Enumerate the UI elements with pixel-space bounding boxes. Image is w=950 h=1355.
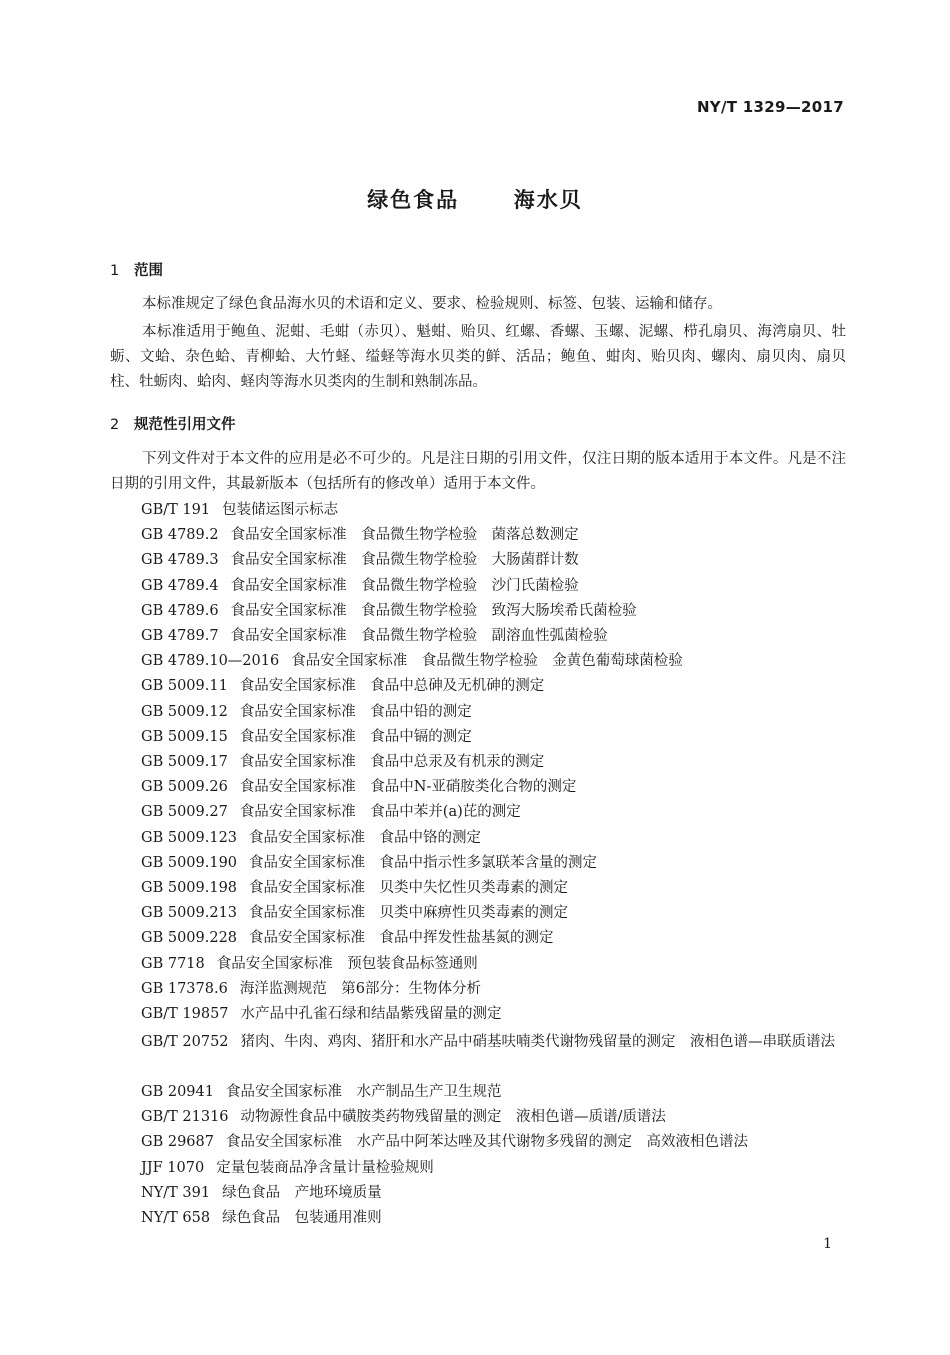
reference-item <box>141 498 846 523</box>
reference-item <box>141 1105 846 1130</box>
reference-code: GB 4789.6 <box>141 602 219 619</box>
reference-title: 食品安全国家标准 食品微生物学检验 菌落总数测定 <box>230 527 579 544</box>
reference-title: 食品安全国家标准 食品中指示性多氯联苯含量的测定 <box>249 854 598 871</box>
reference-item <box>141 1002 846 1027</box>
section-2-paragraph-1: 下列文件对于本文件的应用是必不可少的。凡是注日期的引用文件，仅注日期的版本适用于本文件。凡是不注日期的引用文件，其最新版本（包括所有的修改单）适用于本文件。 <box>110 451 846 492</box>
reference-code: GB 5009.11 <box>141 678 228 695</box>
reference-title: 水产品中孔雀石绿和结晶紫残留量的测定 <box>240 1006 502 1023</box>
section-2-heading <box>110 413 236 434</box>
reference-item <box>141 548 846 573</box>
reference-title: 定量包装商品净含量计量检验规则 <box>216 1159 434 1176</box>
reference-code: GB/T 191 <box>141 502 211 518</box>
reference-code: GB 4789.2 <box>141 527 219 544</box>
reference-title: 绿色食品 包装通用准则 <box>222 1210 382 1227</box>
reference-code: GB 5009.213 <box>141 905 238 922</box>
page-number: 1 <box>823 1236 832 1252</box>
reference-item <box>141 926 846 951</box>
section-1-heading <box>110 259 163 280</box>
reference-title: 食品安全国家标准 水产制品生产卫生规范 <box>225 1084 502 1100</box>
reference-list <box>141 498 846 1027</box>
reference-code: GB 7718 <box>141 955 205 972</box>
reference-code: GB 5009.12 <box>141 703 228 720</box>
reference-item <box>141 1206 846 1231</box>
reference-code: GB 4789.7 <box>141 628 219 645</box>
section-1-paragraph-2: 本标准适用于鲍鱼、泥蚶、毛蚶（赤贝）、魁蚶、贻贝、红螺、香螺、玉螺、泥螺、栉孔扇贝、海湾扇贝、牡蛎、文蛤、杂色蛤、青柳蛤、大竹蛏、缢蛏等海水贝类的鲜、活品；鲍鱼、蚶肉、贻贝肉、螺肉、扇贝肉、扇贝柱、牡蛎肉、蛤肉、蛏肉等海水贝类肉的生制和熟制冻品。 <box>110 324 846 390</box>
reference-code: GB 4789.4 <box>141 577 219 594</box>
reference-item <box>141 1156 846 1181</box>
reference-code: GB 5009.15 <box>141 728 228 745</box>
reference-item <box>141 1130 846 1155</box>
reference-code: GB 5009.17 <box>141 754 228 771</box>
reference-item <box>141 700 846 725</box>
reference-item <box>141 876 846 901</box>
reference-code: GB/T 21316 <box>141 1109 229 1126</box>
reference-title: 食品安全国家标准 食品中N-亚硝胺类化合物的测定 <box>239 779 577 796</box>
reference-code: JJF 1070 <box>141 1159 205 1176</box>
reference-title: 食品安全国家标准 食品中铬的测定 <box>249 829 482 846</box>
reference-item <box>141 826 846 851</box>
reference-item <box>141 800 846 825</box>
reference-item <box>141 750 846 775</box>
reference-item <box>141 1181 846 1206</box>
reference-item <box>141 523 846 548</box>
section-1-paragraph-1: 本标准规定了绿色食品海水贝的术语和定义、要求、检验规则、标签、包装、运输和储存。 <box>142 296 722 312</box>
reference-code: GB/T 20752 <box>141 1034 229 1050</box>
reference-code: GB 5009.228 <box>141 930 238 947</box>
reference-item <box>141 649 846 674</box>
reference-item <box>141 1080 846 1105</box>
section-title: 规范性引用文件 <box>134 417 236 433</box>
section-title: 范围 <box>134 263 163 279</box>
reference-code: GB 5009.27 <box>141 804 228 821</box>
reference-item <box>141 674 846 699</box>
reference-title: 食品安全国家标准 水产品中阿苯达唑及其代谢物多残留的测定 高效液相色谱法 <box>225 1134 748 1151</box>
reference-title: 食品安全国家标准 食品中总砷及无机砷的测定 <box>239 678 545 695</box>
reference-item-wrapped <box>110 1030 846 1055</box>
reference-code: GB 17378.6 <box>141 980 228 997</box>
reference-title: 包装储运图示标志 <box>222 502 339 518</box>
reference-title: 食品安全国家标准 食品微生物学检验 金黄色葡萄球菌检验 <box>291 653 683 670</box>
reference-code: GB 4789.3 <box>141 552 219 569</box>
reference-item <box>141 574 846 599</box>
standard-number: NY/T 1329—2017 <box>696 98 844 116</box>
reference-item <box>141 599 846 624</box>
reference-item <box>141 977 846 1002</box>
reference-code: GB 20941 <box>141 1084 214 1100</box>
reference-title: 猪肉、牛肉、鸡肉、猪肝和水产品中硝基呋喃类代谢物残留量的测定 液相色谱—串联质谱法 <box>240 1034 836 1050</box>
reference-title: 食品安全国家标准 食品微生物学检验 副溶血性弧菌检验 <box>230 628 608 645</box>
reference-title: 动物源性食品中磺胺类药物残留量的测定 液相色谱—质谱/质谱法 <box>240 1109 666 1126</box>
reference-title: 海洋监测规范 第6部分：生物体分析 <box>239 980 482 997</box>
reference-title: 食品安全国家标准 贝类中麻痹性贝类毒素的测定 <box>249 905 569 922</box>
reference-code: GB 29687 <box>141 1134 214 1151</box>
reference-title: 食品安全国家标准 食品中苯并(a)芘的测定 <box>239 804 521 821</box>
reference-item <box>141 851 846 876</box>
reference-title: 食品安全国家标准 食品微生物学检验 大肠菌群计数 <box>230 552 579 569</box>
reference-title: 食品安全国家标准 食品中总汞及有机汞的测定 <box>239 754 545 771</box>
reference-code: GB/T 19857 <box>141 1006 229 1023</box>
section-number: 1 <box>110 263 120 279</box>
reference-code: GB 5009.123 <box>141 829 238 846</box>
reference-title: 食品安全国家标准 食品中铅的测定 <box>239 703 472 720</box>
reference-title: 绿色食品 产地环境质量 <box>222 1184 382 1201</box>
reference-title: 食品安全国家标准 贝类中失忆性贝类毒素的测定 <box>249 880 569 897</box>
reference-item <box>141 901 846 926</box>
reference-item <box>141 952 846 977</box>
reference-title: 食品安全国家标准 食品中镉的测定 <box>239 728 472 745</box>
section-number: 2 <box>110 417 120 433</box>
reference-code: NY/T 658 <box>141 1210 211 1227</box>
reference-code: GB 5009.26 <box>141 779 228 796</box>
reference-title: 食品安全国家标准 食品中挥发性盐基氮的测定 <box>249 930 554 947</box>
reference-list-continued <box>141 1080 846 1231</box>
reference-item <box>141 624 846 649</box>
reference-item <box>141 775 846 800</box>
reference-item <box>141 725 846 750</box>
reference-title: 食品安全国家标准 食品微生物学检验 沙门氏菌检验 <box>230 577 579 594</box>
reference-code: GB 4789.10—2016 <box>141 653 280 670</box>
document-title: 绿色食品 海水贝 <box>367 188 583 212</box>
reference-code: GB 5009.190 <box>141 854 238 871</box>
reference-code: NY/T 391 <box>141 1184 211 1201</box>
reference-code: GB 5009.198 <box>141 880 238 897</box>
reference-title: 食品安全国家标准 预包装食品标签通则 <box>216 955 478 972</box>
reference-title: 食品安全国家标准 食品微生物学检验 致泻大肠埃希氏菌检验 <box>230 602 637 619</box>
